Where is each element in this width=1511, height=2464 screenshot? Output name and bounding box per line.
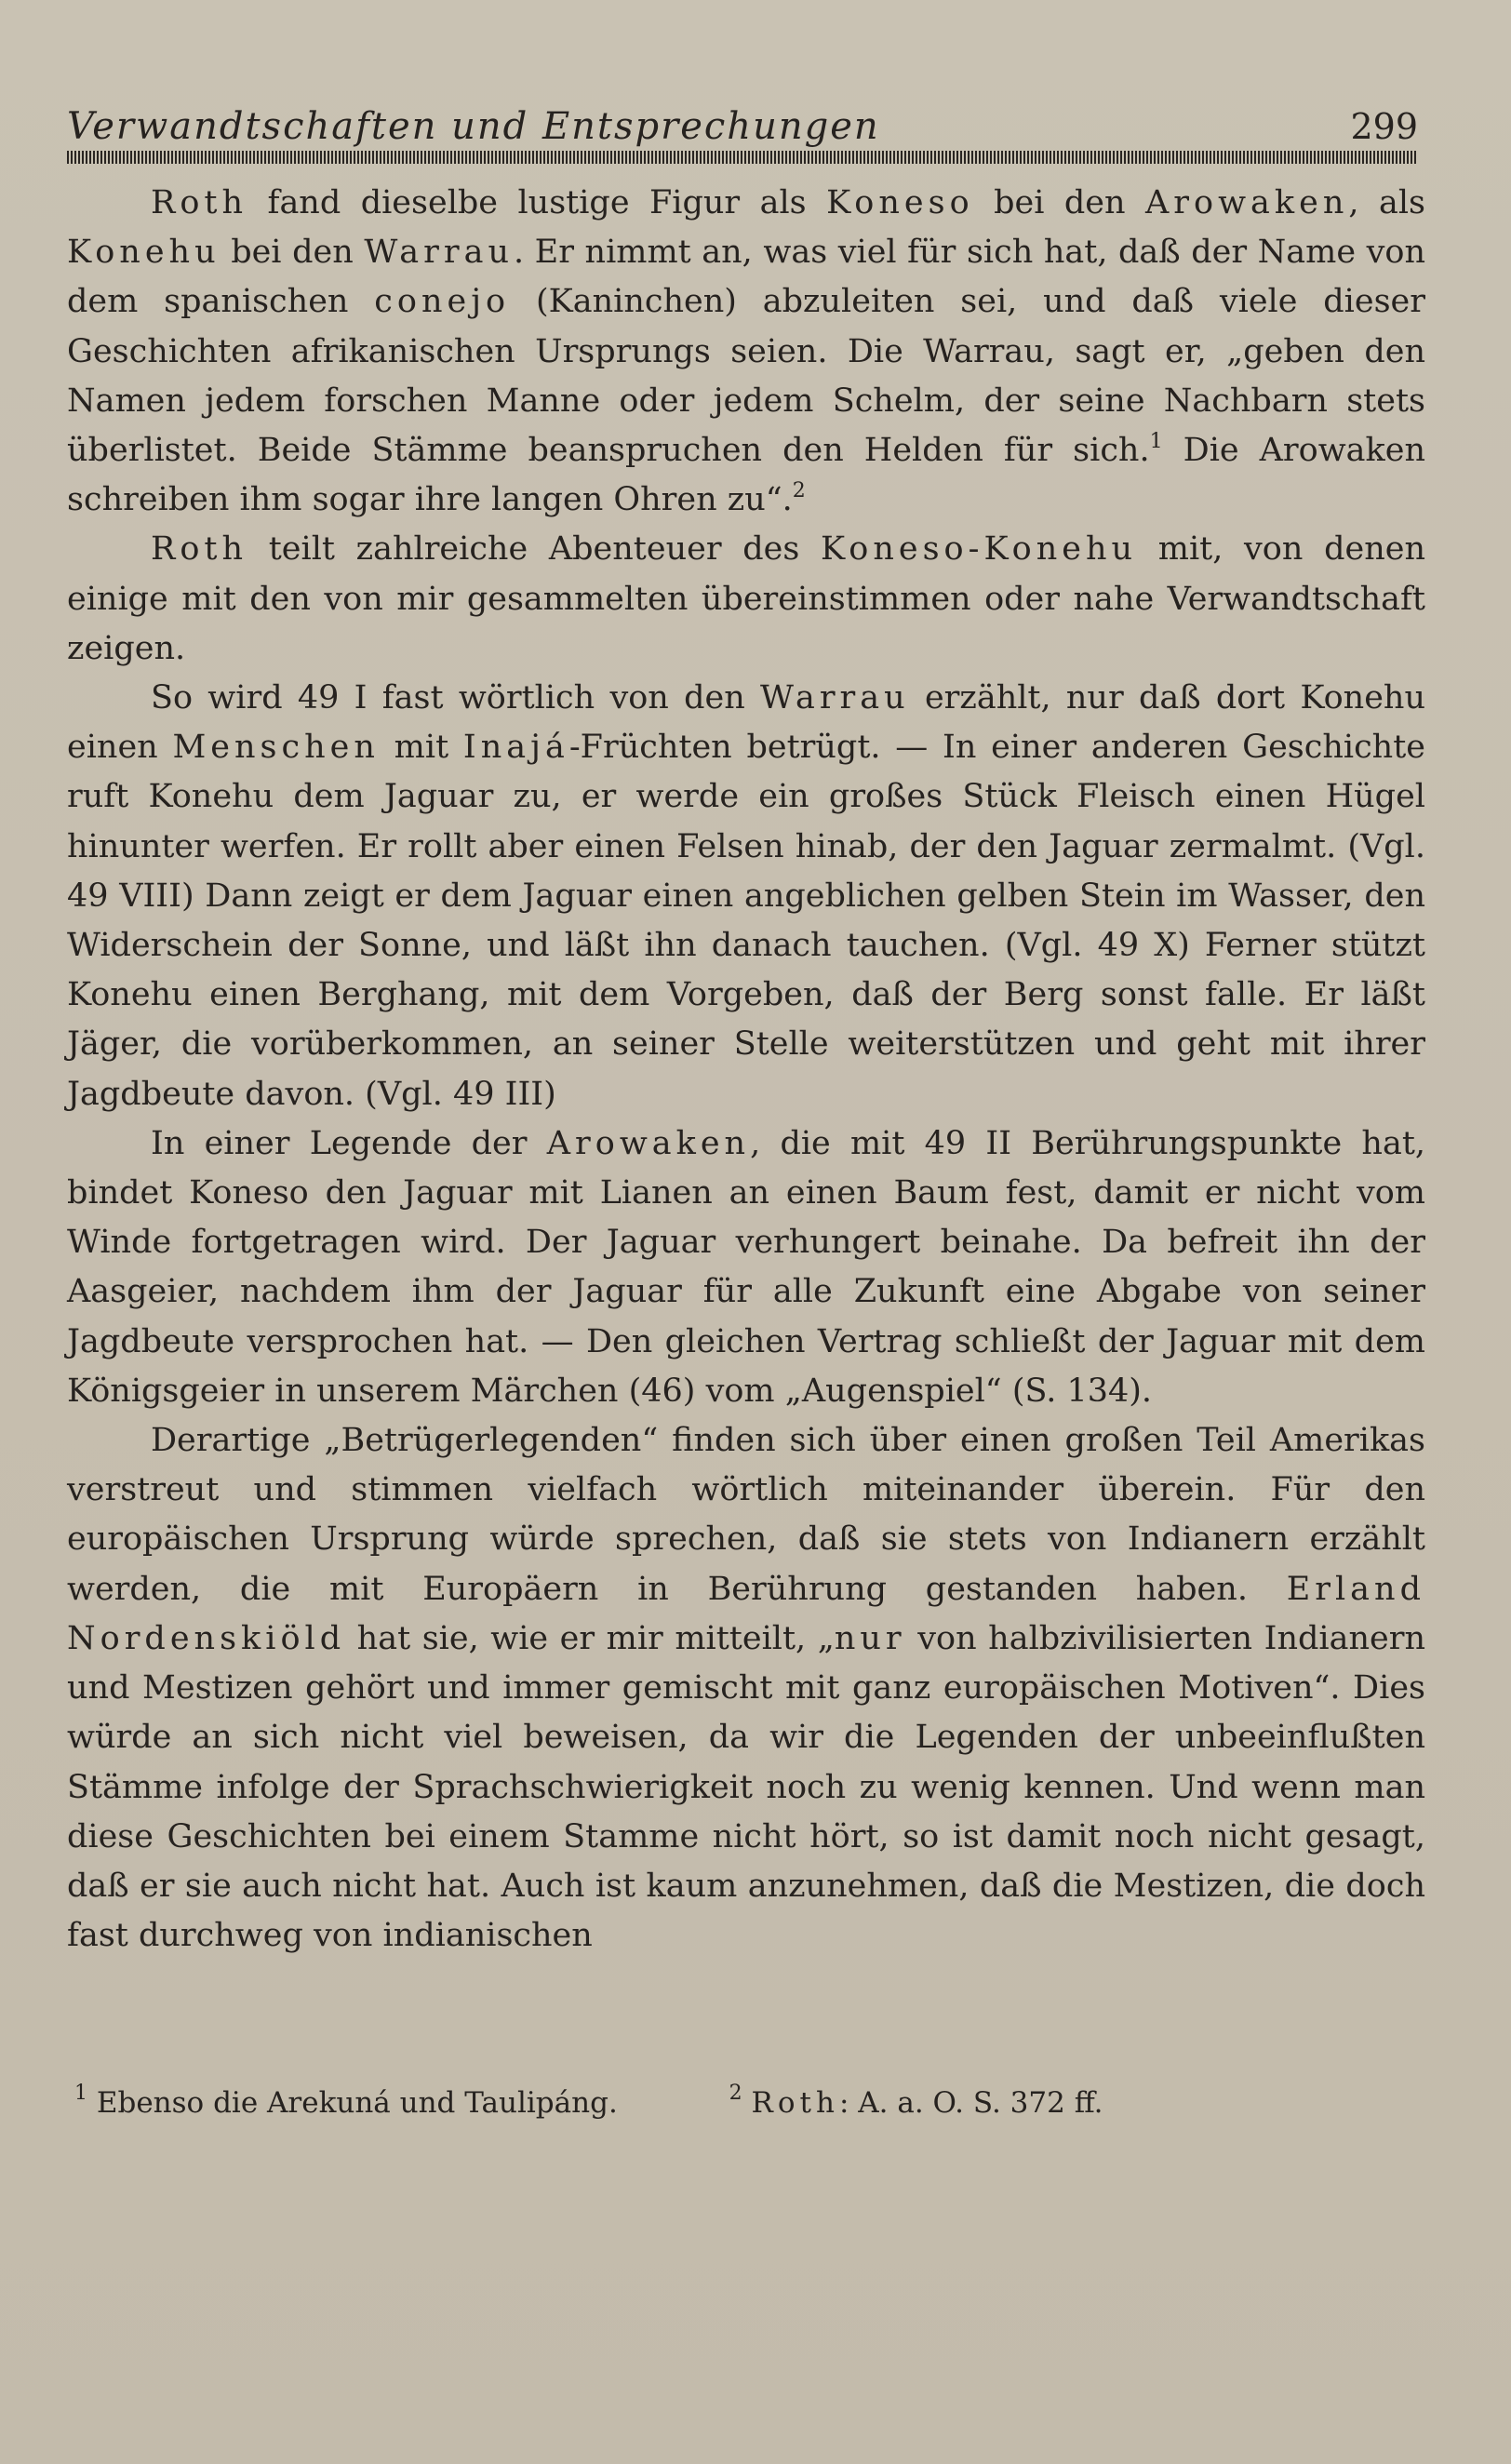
body-text <box>67 179 1425 1961</box>
footnote-mark: 1 <box>74 2082 87 2105</box>
spaced-name: Konehu <box>67 234 221 272</box>
footnote-mark: 2 <box>729 2082 742 2105</box>
footnotes <box>74 2082 1433 2123</box>
spaced-name: Menschen <box>172 729 380 767</box>
text-run: In einer Legende der <box>151 1124 547 1162</box>
text-run: bei den <box>220 234 365 272</box>
paragraph <box>67 1416 1425 1961</box>
header-rule <box>67 151 1418 164</box>
footnote <box>729 2082 1103 2123</box>
spaced-name: Erland Nordenskiöld <box>67 1570 1425 1657</box>
spaced-name: Warrau <box>760 679 910 717</box>
text-run: bei den <box>973 184 1145 221</box>
spaced-name: Roth <box>151 184 248 221</box>
paragraph <box>67 525 1425 674</box>
paragraph <box>67 1119 1425 1416</box>
text-run: So wird 49 I fast wörtlich von den <box>151 679 761 717</box>
text-run: , als <box>1348 184 1425 221</box>
text-run: Die Arowaken schreiben ihm sogar ihre langen Ohren zu“. <box>67 432 1425 519</box>
text-run: Ebenso die Arekuná und Taulipáng. <box>87 2086 618 2120</box>
spaced-name: nur <box>834 1619 906 1657</box>
spaced-name: Warrau <box>364 234 514 272</box>
spaced-name: Inajá <box>462 729 569 767</box>
text-run: , die mit 49 II Berührungspunkte hat, bindet Koneso den Jaguar mit Lianen an einen Baum fest, damit er nicht vom Winde fortgetragen wird. Der Jaguar verhungert beinahe. Da befreit ihn der Aasgeier, nachdem ihm der Jaguar für alle Zukunft eine Abgabe von seiner Jagdbeute versprochen hat. — Den gleichen Vertrag schließt der Jaguar mit dem Königsgeier in unserem Märchen (46) vom „Augenspiel“ (S. 134). <box>67 1124 1426 1410</box>
text-run: : A. a. O. S. 372 ff. <box>838 2086 1103 2120</box>
spaced-name: Arowaken <box>546 1124 751 1162</box>
spaced-name: Koneso <box>826 184 974 221</box>
running-title: Verwandtschaften und Entsprechungen <box>67 105 880 148</box>
text-run: teilt zahlreiche Abenteuer des <box>247 530 822 569</box>
footnote-reference: 1 <box>1149 430 1163 454</box>
text-run: mit <box>379 729 463 767</box>
footnote-reference: 2 <box>792 479 806 503</box>
page-header <box>67 104 1418 149</box>
paragraph <box>67 674 1425 1119</box>
text-run: mit, von denen einige mit den von mir gesammelten übereinstimmen oder nahe Verwandtschaft zeigen. <box>67 530 1426 667</box>
spaced-name: conejo <box>374 283 511 321</box>
paragraph <box>67 179 1425 525</box>
text-run: fand dieselbe lustige Figur als <box>247 184 827 221</box>
spaced-name: Roth <box>151 530 248 569</box>
text-run <box>742 2086 752 2120</box>
footnote <box>74 2082 618 2123</box>
text-run: -Früchten betrügt. — In einer anderen Geschichte ruft Konehu dem Jaguar zu, er werde ein großes Stück Fleisch einen Hügel hinunter werfen. Er rollt aber einen Felsen hinab, der den Jaguar zermalmt. (Vgl. 49 VIII) Dann zeigt er dem Jaguar einen angeblichen gelben Stein im Wasser, den Widerschein der Sonne, und läßt ihn danach tauchen. (Vgl. 49 X) Ferner stützt Konehu einen Berghang, mit dem Vorgeben, daß der Berg sonst falle. Er läßt Jäger, die vorüberkommen, an seiner Stelle weiterstützen und geht mit ihrer Jagdbeute davon. (Vgl. 49 III) <box>67 729 1426 1113</box>
text-run: . Er nimmt an, was viel für sich hat, daß der Name von dem spanischen <box>67 234 1425 321</box>
text-run: (Kaninchen) abzuleiten sei, und daß viele dieser Geschichten afrikanischen Ursprungs seien. Die Warrau, sagt er, „geben den Namen jedem forschen Manne oder jedem Schelm, der seine Nachbarn stets überlistet. Beide Stämme beanspruchen den Helden für sich. <box>67 283 1425 470</box>
spaced-name: Koneso-Konehu <box>821 530 1138 569</box>
text-run: hat sie, wie er mir mitteilt, „ <box>345 1619 835 1657</box>
text-run: erzählt, nur daß dort Konehu einen <box>67 679 1425 767</box>
text-run: von halbzivilisierten Indianern und Mestizen gehört und immer gemischt mit ganz europäischen Motiven“. Dies würde an sich nicht viel beweisen, da wir die Legenden der unbeeinflußten Stämme infolge der Sprachschwierigkeit noch zu wenig kennen. Und wenn man diese Geschichten bei einem Stamme nicht hört, so ist damit noch nicht gesagt, daß er sie auch nicht hat. Auch ist kaum anzunehmen, daß die Mestizen, die doch fast durchweg von indianischen <box>67 1619 1425 1955</box>
page-number: 299 <box>1350 106 1418 147</box>
spaced-name: Arowaken <box>1145 184 1349 221</box>
text-run: Derartige „Betrügerlegenden“ finden sich über einen großen Teil Amerikas verstreut und stimmen vielfach wörtlich miteinander überein. Für den europäischen Ursprung würde sprechen, daß sie stets von Indianern erzählt werden, die mit Europäern in Berührung gestanden haben. <box>67 1422 1425 1608</box>
spaced-name: Roth <box>751 2086 839 2120</box>
